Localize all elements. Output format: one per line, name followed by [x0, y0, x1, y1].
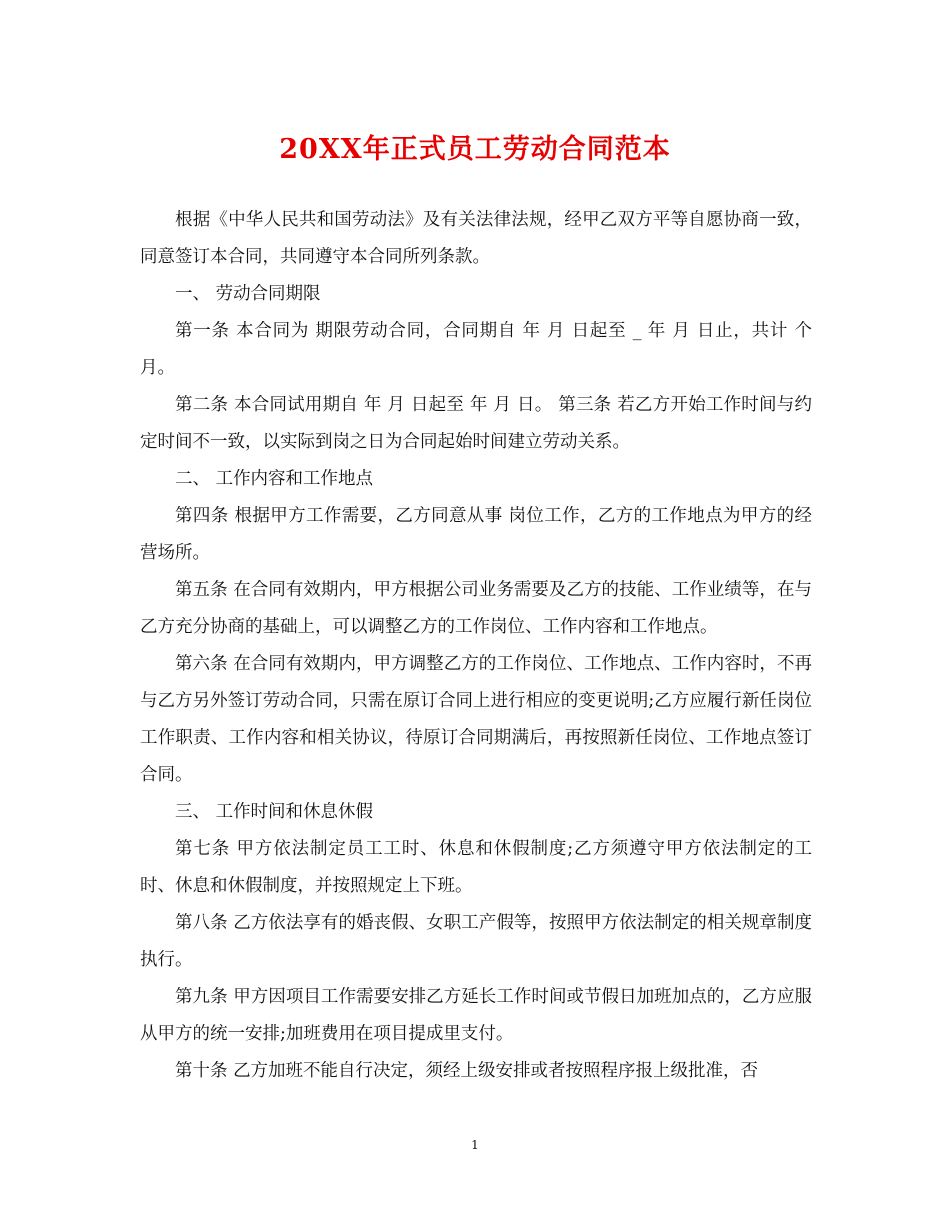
article-2-3: 第二条 本合同试用期自 年 月 日起至 年 月 日。 第三条 若乙方开始工作时间与约定时间不一致，以实际到岗之日为合同起始时间建立劳动关系。	[140, 395, 812, 452]
page-number: 1	[471, 1138, 479, 1152]
article-1: 第一条 本合同为 期限劳动合同，合同期自 年 月 日起至 _ 年 月 日止，共计 个月。	[140, 321, 812, 378]
article-8: 第八条 乙方依法享有的婚丧假、女职工产假等，按照甲方依法制定的相关规章制度执行。	[140, 913, 812, 970]
document-body	[140, 202, 812, 1090]
document-title: 20XX年正式员工劳动合同范本	[279, 134, 671, 165]
section-heading-work-content: 二、 工作内容和工作地点	[175, 469, 374, 489]
article-6: 第六条 在合同有效期内，甲方调整乙方的工作岗位、工作地点、工作内容时，不再与乙方另外签订劳动合同，只需在原订合同上进行相应的变更说明;乙方应履行新任岗位工作职责、工作内容和相关协议，待原订合同期满后，再按照新任岗位、工作地点签订合同。	[140, 654, 812, 785]
article-7: 第七条 甲方依法制定员工工时、休息和休假制度;乙方须遵守甲方依法制定的工时、休息和休假制度，并按照规定上下班。	[140, 839, 812, 896]
article-9: 第九条 甲方因项目工作需要安排乙方延长工作时间或节假日加班加点的，乙方应服从甲方的统一安排;加班费用在项目提成里支付。	[140, 987, 812, 1044]
section-heading-contract-term: 一、 劳动合同期限	[175, 284, 321, 304]
paragraph-preamble: 根据《中华人民共和国劳动法》及有关法律法规，经甲乙双方平等自愿协商一致，同意签订本合同，共同遵守本合同所列条款。	[140, 210, 812, 267]
article-5: 第五条 在合同有效期内，甲方根据公司业务需要及乙方的技能、工作业绩等，在与乙方充分协商的基础上，可以调整乙方的工作岗位、工作内容和工作地点。	[140, 580, 812, 637]
article-10: 第十条 乙方加班不能自行决定，须经上级安排或者按照程序报上级批准，否	[175, 1061, 759, 1081]
article-4: 第四条 根据甲方工作需要，乙方同意从事 岗位工作，乙方的工作地点为甲方的经营场所。	[140, 506, 812, 563]
section-heading-work-hours: 三、 工作时间和休息休假	[175, 802, 374, 822]
